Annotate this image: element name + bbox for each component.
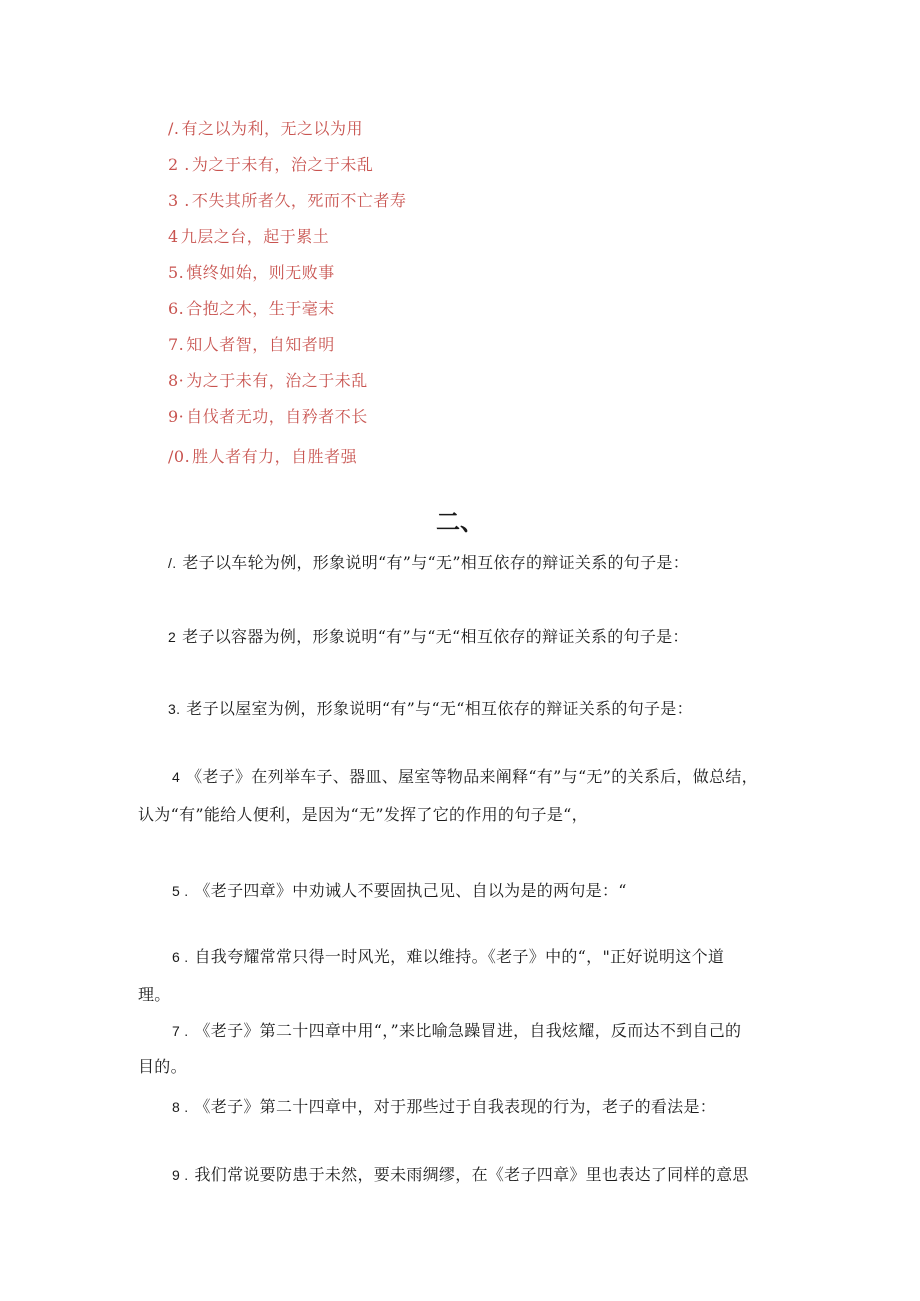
answer-number: 7. [168, 335, 185, 354]
answer-text: 慎终如始，则无败事 [186, 263, 335, 282]
answer-text: 为之于未有，治之于未乱 [186, 371, 368, 390]
question-item [168, 696, 693, 719]
answer-number: /0. [168, 447, 191, 466]
question-number: 2 [168, 629, 177, 645]
answer-number: 3 . [168, 191, 190, 210]
answer-number: 6. [168, 299, 185, 318]
answer-number: 2 . [168, 155, 190, 174]
question-text: 《老子》第二十四章中，对于那些过于自我表现的行为，老子的看法是： [194, 1097, 717, 1116]
question-text: 老子以容器为例，形象说明“有”与“无“相互依存的辩证关系的句子是： [182, 627, 689, 646]
question-item [172, 1162, 749, 1185]
answer-item [168, 224, 329, 247]
answer-text: 为之于未有，治之于未乱 [191, 155, 374, 174]
question-text-continued: 目的。 [138, 1057, 187, 1076]
question-number: 3. [168, 701, 181, 717]
question-item [172, 764, 758, 787]
answer-text: 有之以为利，无之以为用 [181, 119, 363, 138]
question-number: /. [168, 555, 177, 571]
answer-item [168, 444, 357, 467]
question-item [172, 1094, 716, 1117]
question-item [172, 1018, 741, 1041]
question-number: 6 . [172, 949, 189, 965]
answer-item [168, 404, 368, 427]
question-text: 《老子》在列举车子、器皿、屋室等物品来阐释“有”与“无”的关系后，做总结， [186, 767, 758, 786]
answer-item [168, 116, 363, 139]
question-item [172, 878, 627, 901]
question-item [168, 550, 689, 573]
question-item [172, 944, 724, 967]
answer-number: 9· [168, 407, 185, 426]
question-item [168, 624, 689, 647]
answer-item [168, 152, 373, 175]
question-number: 9 . [172, 1167, 189, 1183]
answer-number: 5. [168, 263, 185, 282]
answer-text: 知人者智，自知者明 [186, 335, 335, 354]
question-text: 《老子》第二十四章中用“，”来比喻急躁冒进，自我炫耀，反而达不到自己的 [194, 1021, 742, 1040]
question-text: 自我夸耀常常只得一时风光，难以维持。《老子》中的“，"正好说明这个道 [194, 947, 725, 966]
question-number: 4 [172, 769, 181, 785]
question-text: 我们常说要防患于未然，要未雨绸缪，在《老子四章》里也表达了同样的意思 [194, 1165, 749, 1184]
answer-item [168, 260, 335, 283]
answer-number: 4 [168, 227, 179, 246]
answer-item [168, 332, 335, 355]
question-text: 《老子四章》中劝诫人不要固执己见、自以为是的两句是：“ [194, 881, 627, 900]
answer-text: 不失其所者久，死而不亡者寿 [191, 191, 407, 210]
question-number: 7 . [172, 1023, 189, 1039]
answer-text: 九层之台，起于累土 [180, 227, 330, 246]
answer-number: 8· [168, 371, 185, 390]
answer-number: /. [168, 119, 180, 138]
question-text: 老子以屋室为例，形象说明“有”与“无“相互依存的辩证关系的句子是： [186, 699, 693, 718]
answer-text: 胜人者有力，自胜者强 [192, 447, 358, 466]
answer-text: 合抱之木，生于毫末 [186, 299, 335, 318]
answer-item [168, 188, 406, 211]
answer-text: 自伐者无功，自矜者不长 [186, 407, 368, 426]
question-text: 老子以车轮为例，形象说明“有”与“无”相互依存的辩证关系的句子是： [182, 553, 690, 572]
question-number: 5 . [172, 883, 189, 899]
answer-item [168, 368, 368, 391]
answer-item [168, 296, 335, 319]
question-text-continued: 理。 [138, 985, 171, 1004]
section-heading: 二、 [436, 508, 484, 536]
question-number: 8 . [172, 1099, 189, 1115]
question-text-continued: 认为“有”能给人便利，是因为“无”发挥了它的作用的句子是“， [138, 805, 588, 824]
